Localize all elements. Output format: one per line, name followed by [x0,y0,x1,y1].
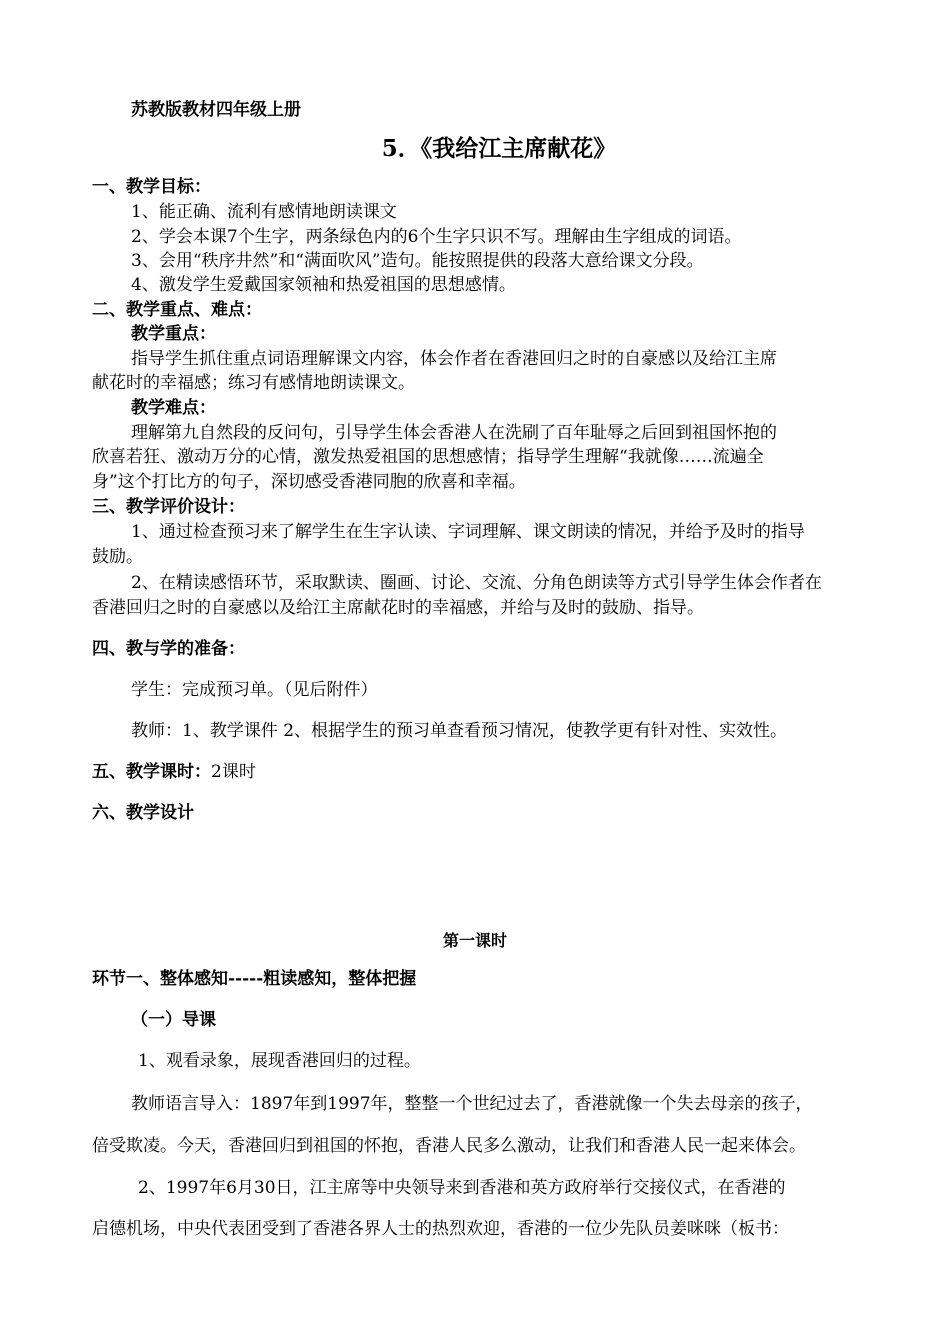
design-heading: 六、教学设计 [92,803,194,823]
lesson-heading: 第一课时 [442,931,507,950]
focus-heading: 教学重点： [131,324,216,344]
lesson-text: 2、1997年6月30日，江主席等中央领导来到香港和英方政府举行交接仪式，在香港的 [138,1178,786,1198]
key-points-heading: 二、教学重点、难点： [92,300,262,320]
preparation-student: 学生：完成预习单。（见后附件） [131,680,378,700]
objective-item: 2、学会本课7个生字，两条绿色内的6个生字只识不写。理解由生字组成的词语。 [131,227,742,247]
hours-heading: 五、教学课时： [92,762,211,782]
hours-row [92,760,862,785]
preparation-teacher: 教师：1、教学课件 2、根据学生的预习单查看预习情况，使教学更有针对性、实效性。 [131,721,788,741]
sub-heading: （一）导课 [131,1010,216,1030]
evaluation-text: 2、在精读感悟环节，采取默读、圈画、讨论、交流、分角色朗读等方式引导学生体会作者在 [131,573,822,593]
objective-item: 4、激发学生爱戴国家领袖和热爱祖国的思想感情。 [131,275,516,295]
objective-item: 1、能正确、流利有感情地朗读课文 [131,202,397,222]
focus-text: 指导学生抓住重点词语理解课文内容，体会作者在香港回归之时的自豪感以及给江主席 [131,349,777,369]
difficulty-heading: 教学难点： [131,398,216,418]
lesson-text: 启德机场，中央代表团受到了香港各界人士的热烈欢迎，香港的一位少先队员姜咪咪（板书： [92,1219,789,1239]
page-title: 5．《我给江主席献花》 [381,135,617,162]
objectives-heading: 一、教学目标： [92,177,211,197]
stage-heading: 环节一、整体感知-----粗读感知，整体把握 [92,969,417,989]
textbook-label: 苏教版教材四年级上册 [131,100,301,120]
hours-value: 2课时 [211,762,256,782]
evaluation-text: 香港回归之时的自豪感以及给江主席献花时的幸福感，并给与及时的鼓励、指导。 [92,598,704,618]
evaluation-heading: 三、教学评价设计： [92,497,245,517]
lesson-item: 1、观看录象，展现香港回归的过程。 [138,1051,421,1071]
lesson-text: 教师语言导入：1897年到1997年，整整一个世纪过去了，香港就像一个失去母亲的孩子， [131,1094,813,1114]
evaluation-text: 1、通过检查预习来了解学生在生字认读、字词理解、课文朗读的情况，并给予及时的指导 [131,522,805,542]
focus-text: 献花时的幸福感；练习有感情地朗读课文。 [92,373,415,393]
objective-item: 3、会用“秩序井然”和“满面吹风”造句。能按照提供的段落大意给课文分段。 [131,251,704,271]
lesson-text: 倍受欺凌。今天，香港回归到祖国的怀抱，香港人民多么激动，让我们和香港人民一起来体会。 [92,1136,806,1156]
difficulty-text: 理解第九自然段的反问句，引导学生体会香港人在洗刷了百年耻辱之后回到祖国怀抱的 [131,423,777,443]
difficulty-text: 身”这个打比方的句子，深切感受香港同胞的欣喜和幸福。 [92,472,526,492]
difficulty-text: 欣喜若狂、激动万分的心情，激发热爱祖国的思想感情；指导学生理解“我就像……流遍全 [92,447,764,467]
preparation-heading: 四、教与学的准备： [92,639,245,659]
evaluation-text: 鼓励。 [92,547,143,567]
